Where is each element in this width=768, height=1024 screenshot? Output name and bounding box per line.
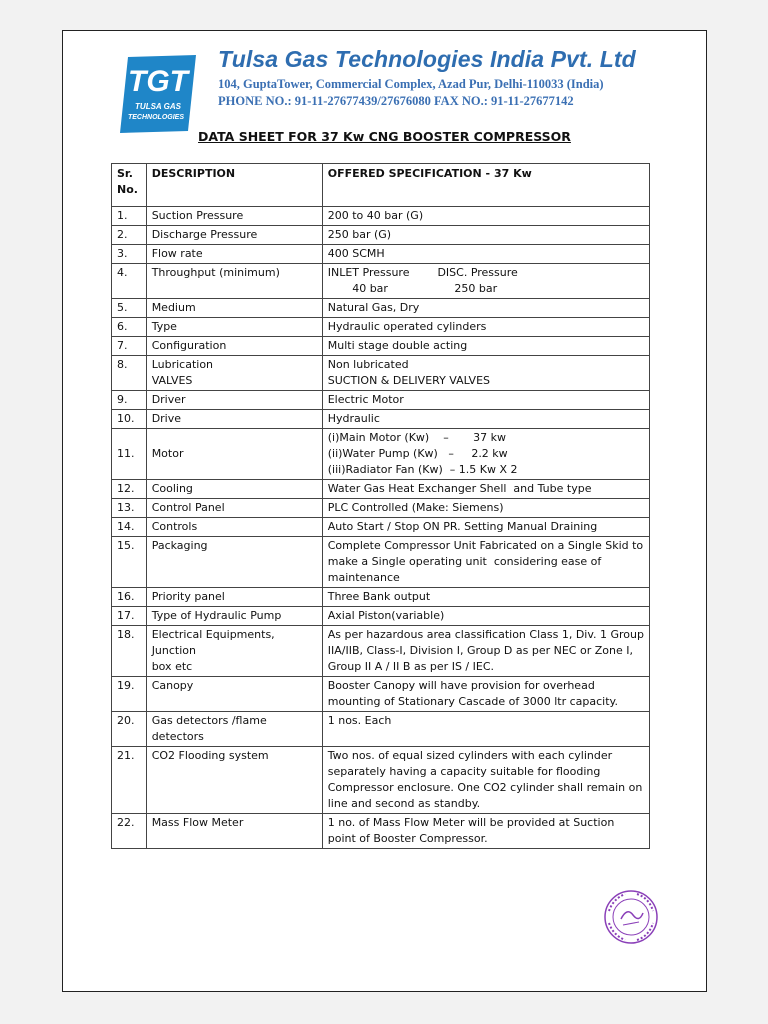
cell-sr-no: 18. — [112, 626, 147, 677]
svg-text:TECHNOLOGIES: TECHNOLOGIES — [127, 114, 185, 121]
cell-sr-no: 1. — [112, 207, 147, 226]
table-row — [112, 747, 650, 814]
cell-sr-no: 14. — [112, 518, 147, 537]
svg-text:TULSA GAS: TULSA GAS — [135, 102, 181, 111]
cell-specification: PLC Controlled (Make: Siemens) — [322, 499, 649, 518]
cell-sr-no: 9. — [112, 391, 147, 410]
cell-specification: Complete Compressor Unit Fabricated on a Single Skid to make a Single operating unit considering ease of maintenance — [322, 537, 649, 588]
cell-sr-no: 12. — [112, 480, 147, 499]
cell-specification: (i)Main Motor (Kw) – 37 kw (ii)Water Pump (Kw) – 2.2 kw (iii)Radiator Fan (Kw) – 1.5 Kw X 2 — [322, 429, 649, 480]
cell-specification: As per hazardous area classification Class 1, Div. 1 Group IIA/IIB, Class-I, Division I, Group D as per NEC or Zone I, Group II A / II B as per IS / IEC. — [322, 626, 649, 677]
cell-description: Suction Pressure — [146, 207, 322, 226]
table-body — [112, 207, 650, 849]
cell-description: Motor — [146, 429, 322, 480]
table-row — [112, 607, 650, 626]
cell-description: Control Panel — [146, 499, 322, 518]
cell-specification: Non lubricated SUCTION & DELIVERY VALVES — [322, 356, 649, 391]
table-row — [112, 429, 650, 480]
table-row — [112, 356, 650, 391]
cell-sr-no: 22. — [112, 814, 147, 849]
table-row — [112, 245, 650, 264]
table-row — [112, 518, 650, 537]
cell-description: Flow rate — [146, 245, 322, 264]
table-row — [112, 588, 650, 607]
cell-description: Type of Hydraulic Pump — [146, 607, 322, 626]
cell-sr-no: 21. — [112, 747, 147, 814]
cell-sr-no: 2. — [112, 226, 147, 245]
cell-description: Medium — [146, 299, 322, 318]
cell-description: Driver — [146, 391, 322, 410]
document-page — [62, 30, 707, 992]
table-header-row — [112, 164, 650, 207]
company-seal-stamp — [603, 889, 659, 945]
cell-specification: 1 nos. Each — [322, 712, 649, 747]
cell-sr-no: 7. — [112, 337, 147, 356]
cell-description: Discharge Pressure — [146, 226, 322, 245]
cell-sr-no: 11. — [112, 429, 147, 480]
cell-sr-no: 3. — [112, 245, 147, 264]
cell-sr-no: 5. — [112, 299, 147, 318]
cell-description: Type — [146, 318, 322, 337]
table-row — [112, 337, 650, 356]
table-row — [112, 480, 650, 499]
cell-sr-no: 15. — [112, 537, 147, 588]
table-row — [112, 226, 650, 245]
cell-sr-no: 16. — [112, 588, 147, 607]
cell-specification: Water Gas Heat Exchanger Shell and Tube type — [322, 480, 649, 499]
table-row — [112, 207, 650, 226]
cell-sr-no: 20. — [112, 712, 147, 747]
cell-description: Packaging — [146, 537, 322, 588]
cell-description: Drive — [146, 410, 322, 429]
cell-description: Cooling — [146, 480, 322, 499]
cell-description: Gas detectors /flame detectors — [146, 712, 322, 747]
specification-table — [111, 163, 650, 849]
cell-description: Controls — [146, 518, 322, 537]
cell-specification: Hydraulic operated cylinders — [322, 318, 649, 337]
company-name: Tulsa Gas Technologies India Pvt. Ltd — [218, 46, 636, 72]
company-header — [218, 46, 636, 109]
table-row — [112, 264, 650, 299]
cell-sr-no: 13. — [112, 499, 147, 518]
table-row — [112, 626, 650, 677]
cell-description: Canopy — [146, 677, 322, 712]
table-row — [112, 391, 650, 410]
cell-sr-no: 4. — [112, 264, 147, 299]
table-row — [112, 499, 650, 518]
cell-description: Priority panel — [146, 588, 322, 607]
cell-sr-no: 17. — [112, 607, 147, 626]
header-sr-no: Sr. No. — [112, 164, 147, 207]
cell-description: Electrical Equipments, Junction box etc — [146, 626, 322, 677]
cell-specification: Three Bank output — [322, 588, 649, 607]
cell-specification: Electric Motor — [322, 391, 649, 410]
cell-specification: Booster Canopy will have provision for overhead mounting of Stationary Cascade of 3000 ltr capacity. — [322, 677, 649, 712]
cell-specification: Two nos. of equal sized cylinders with each cylinder separately having a capacity suitable for flooding Compressor enclosure. One CO2 cylinder shall remain on line and second as standby. — [322, 747, 649, 814]
header-description: DESCRIPTION — [146, 164, 322, 207]
cell-specification: Multi stage double acting — [322, 337, 649, 356]
cell-sr-no: 8. — [112, 356, 147, 391]
cell-specification: Auto Start / Stop ON PR. Setting Manual Draining — [322, 518, 649, 537]
tgt-logo — [118, 51, 198, 135]
cell-description: Lubrication VALVES — [146, 356, 322, 391]
cell-specification: 400 SCMH — [322, 245, 649, 264]
cell-specification: INLET Pressure DISC. Pressure 40 bar 250 bar — [322, 264, 649, 299]
table-row — [112, 814, 650, 849]
table-row — [112, 537, 650, 588]
document-title: DATA SHEET FOR 37 Kw CNG BOOSTER COMPRESSOR — [198, 129, 571, 144]
table-row — [112, 677, 650, 712]
cell-specification: 200 to 40 bar (G) — [322, 207, 649, 226]
cell-description: Configuration — [146, 337, 322, 356]
cell-specification: Natural Gas, Dry — [322, 299, 649, 318]
cell-sr-no: 6. — [112, 318, 147, 337]
table-row — [112, 410, 650, 429]
cell-description: Throughput (minimum) — [146, 264, 322, 299]
table-row — [112, 318, 650, 337]
cell-specification: 250 bar (G) — [322, 226, 649, 245]
cell-specification: Axial Piston(variable) — [322, 607, 649, 626]
header-specification: OFFERED SPECIFICATION - 37 Kw — [322, 164, 649, 207]
cell-description: Mass Flow Meter — [146, 814, 322, 849]
company-phone: PHONE NO.: 91-11-27677439/27676080 FAX NO.: 91-11-27677142 — [218, 94, 574, 108]
cell-specification: 1 no. of Mass Flow Meter will be provided at Suction point of Booster Compressor. — [322, 814, 649, 849]
cell-sr-no: 10. — [112, 410, 147, 429]
table-row — [112, 712, 650, 747]
cell-specification: Hydraulic — [322, 410, 649, 429]
cell-sr-no: 19. — [112, 677, 147, 712]
table-row — [112, 299, 650, 318]
company-address: 104, GuptaTower, Commercial Complex, Azad Pur, Delhi-110033 (India) — [218, 77, 604, 91]
cell-description: CO2 Flooding system — [146, 747, 322, 814]
svg-text:TGT: TGT — [128, 65, 188, 98]
